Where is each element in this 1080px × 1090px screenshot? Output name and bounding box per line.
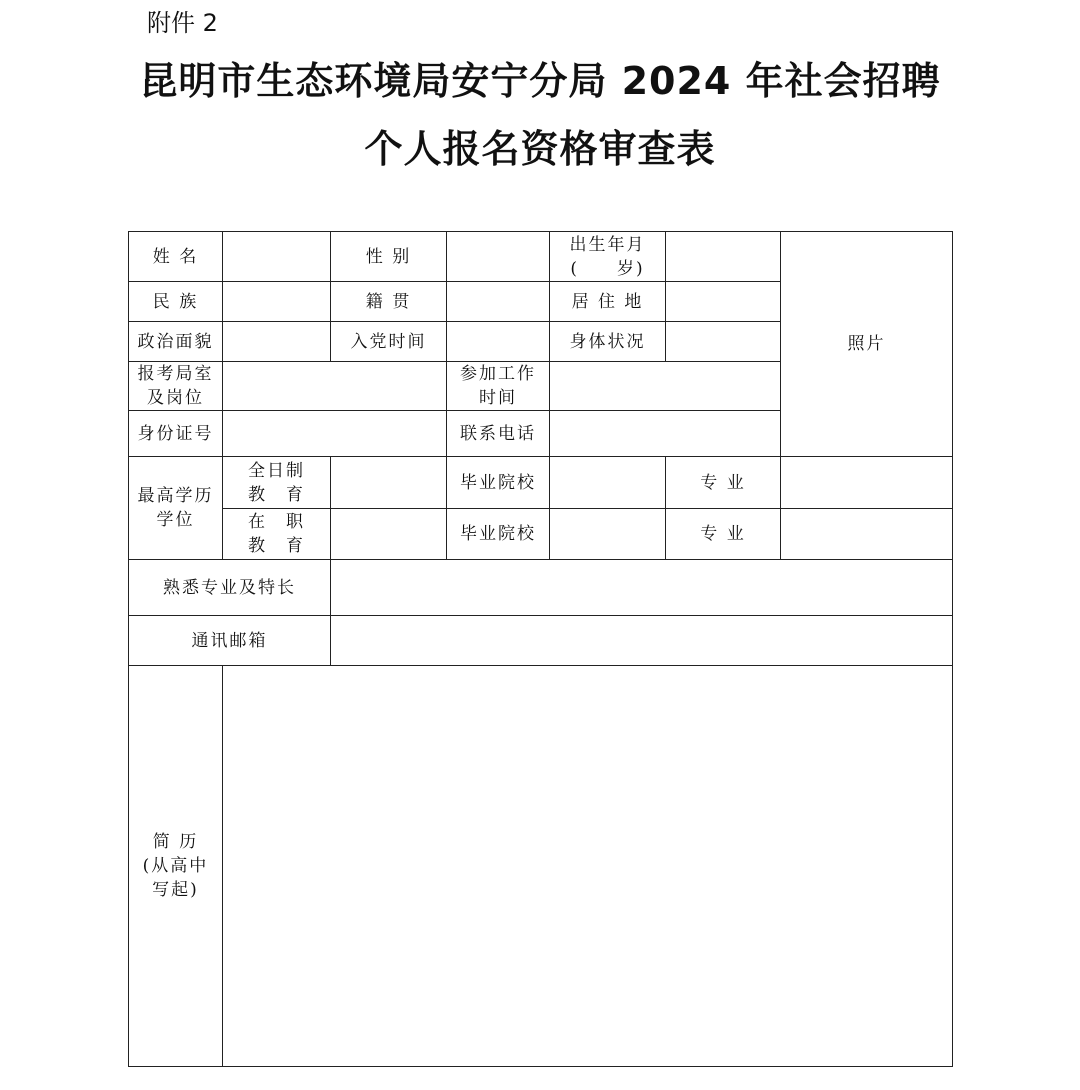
label-highest-education: 最高学历 学位 [129,457,223,560]
label-graduate-school-fulltime: 毕业院校 [447,457,550,509]
field-birth-date[interactable] [666,232,781,282]
field-work-start-time[interactable] [550,362,781,411]
attachment-label: 附件 2 [147,9,218,37]
field-name[interactable] [223,232,331,282]
field-graduate-school-parttime[interactable] [550,509,666,560]
label-name: 姓 名 [129,232,223,282]
field-party-join-time[interactable] [447,322,550,362]
form-title-line-2: 个人报名资格审查表 [364,127,716,171]
form-title-line-1: 昆明市生态环境局安宁分局 2024 年社会招聘 [139,59,941,103]
field-health-status[interactable] [666,322,781,362]
field-id-number[interactable] [223,411,447,457]
label-native-place: 籍 贯 [331,282,447,322]
label-graduate-school-parttime: 毕业院校 [447,509,550,560]
field-major-fulltime[interactable] [781,457,953,509]
photo-box[interactable]: 照片 [781,232,953,457]
label-email: 通讯邮箱 [129,616,331,666]
field-specialty[interactable] [331,560,953,616]
label-work-start-time: 参加工作 时间 [447,362,550,411]
label-phone: 联系电话 [447,411,550,457]
label-health-status: 身体状况 [550,322,666,362]
label-major-fulltime: 专 业 [666,457,781,509]
label-major-parttime: 专 业 [666,509,781,560]
label-specialty: 熟悉专业及特长 [129,560,331,616]
field-gender[interactable] [447,232,550,282]
field-graduate-school-fulltime[interactable] [550,457,666,509]
field-applied-post[interactable] [223,362,447,411]
label-birth-date: 出生年月 ( 岁) [550,232,666,282]
label-residence: 居 住 地 [550,282,666,322]
field-native-place[interactable] [447,282,550,322]
label-ethnicity: 民 族 [129,282,223,322]
label-parttime-education: 在 职 教 育 [223,509,331,560]
field-fulltime-education[interactable] [331,457,447,509]
label-id-number: 身份证号 [129,411,223,457]
field-email[interactable] [331,616,953,666]
field-political-status[interactable] [223,322,331,362]
field-parttime-education[interactable] [331,509,447,560]
field-resume[interactable] [223,666,953,1067]
field-phone[interactable] [550,411,781,457]
label-party-join-time: 入党时间 [331,322,447,362]
field-major-parttime[interactable] [781,509,953,560]
label-political-status: 政治面貌 [129,322,223,362]
label-gender: 性 别 [331,232,447,282]
field-residence[interactable] [666,282,781,322]
field-ethnicity[interactable] [223,282,331,322]
application-form-table [128,231,953,1067]
label-resume: 简 历 (从高中 写起) [129,666,223,1067]
label-fulltime-education: 全日制 教 育 [223,457,331,509]
label-applied-post: 报考局室 及岗位 [129,362,223,411]
